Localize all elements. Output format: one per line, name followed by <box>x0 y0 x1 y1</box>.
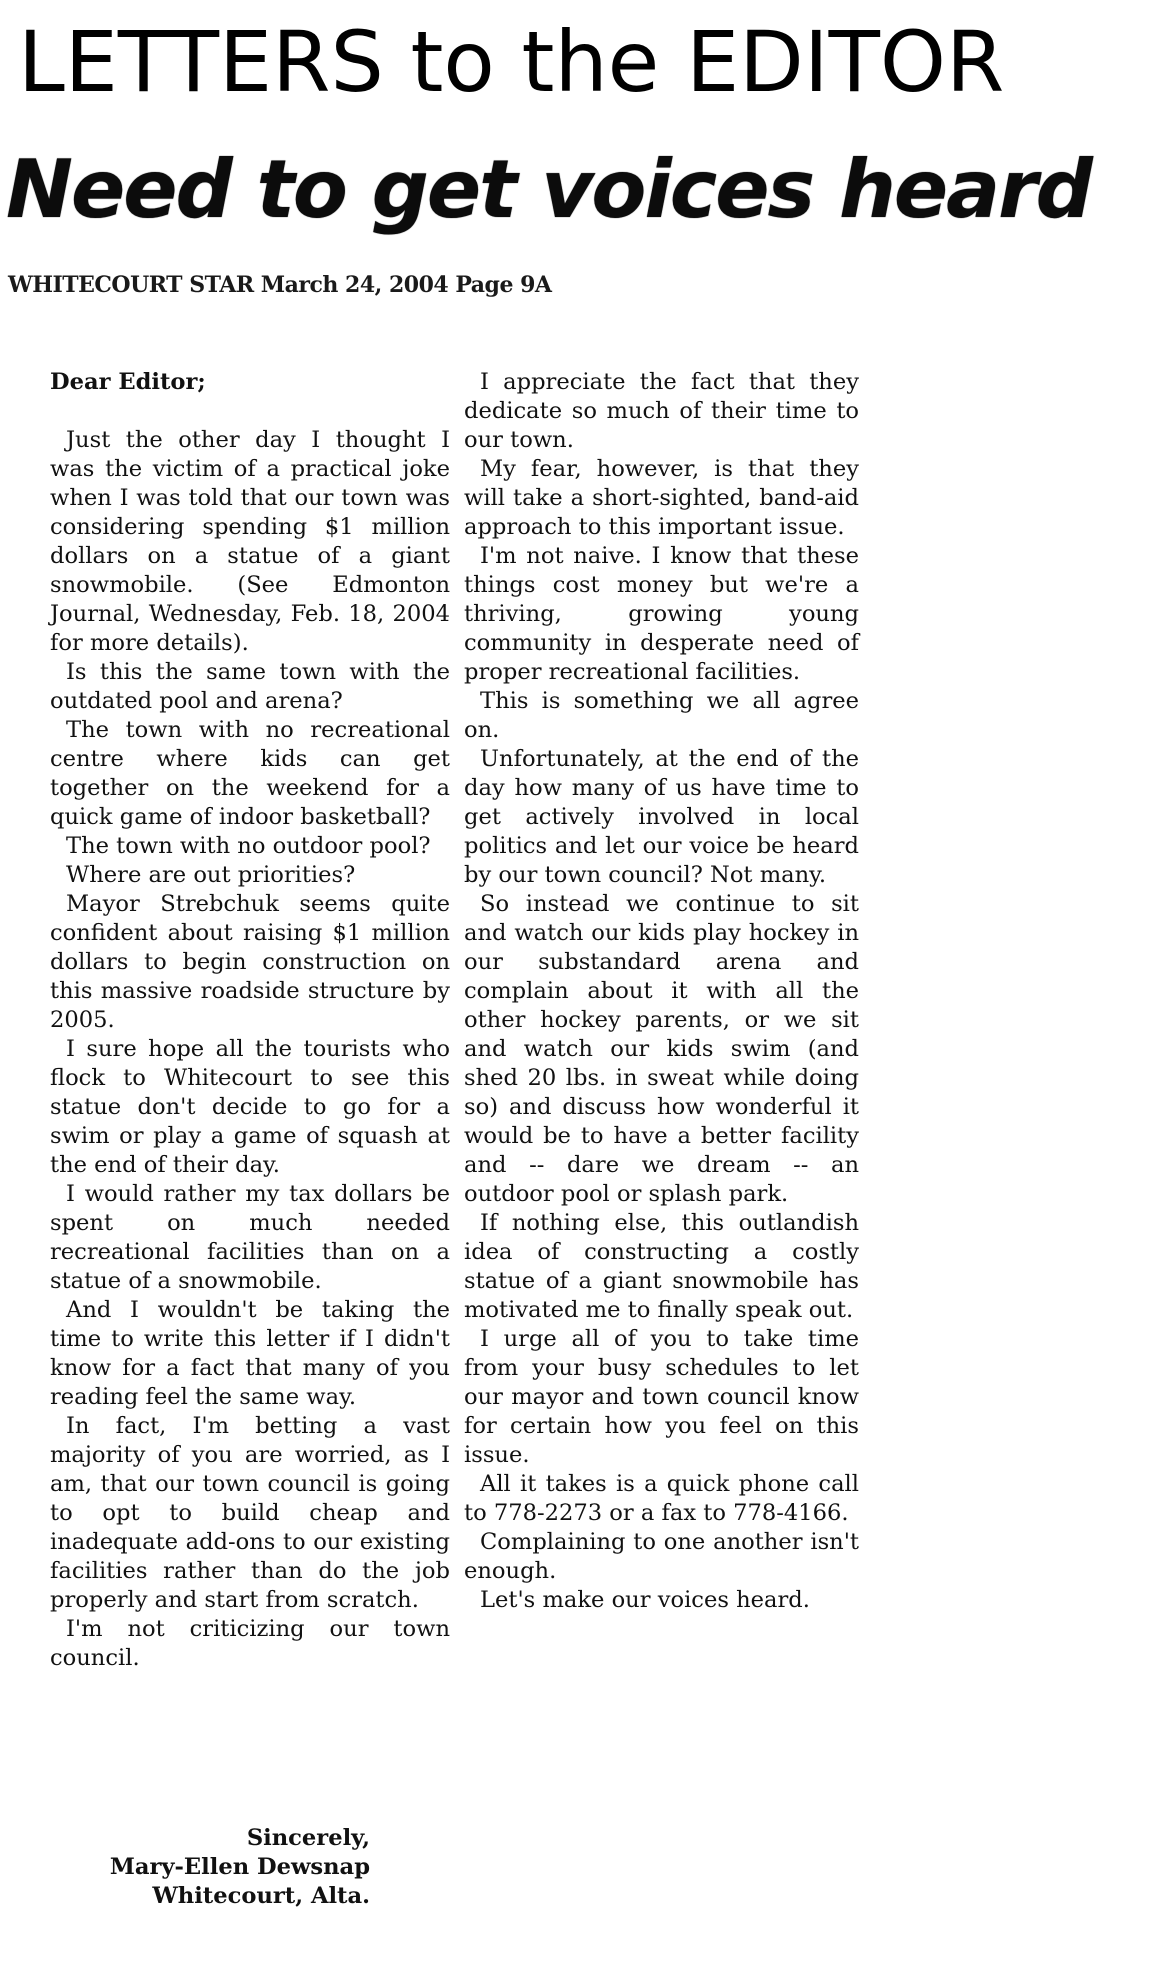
letter-paragraph: All it takes is a quick phone call to 778-2273 or a fax to 778-4166. <box>464 1471 859 1526</box>
letter-paragraph: Let's make our voices heard. <box>480 1587 810 1613</box>
signoff: Sincerely, <box>246 1825 370 1851</box>
letter-paragraph: Complaining to one another isn't enough. <box>464 1529 859 1584</box>
letter-column-2 <box>464 368 859 1615</box>
letter-paragraph: My fear, however, is that they will take a short-sighted, band-aid approach to this important issue. <box>464 456 859 540</box>
letter-paragraph: Where are out priorities? <box>66 862 356 888</box>
letter-paragraph: I'm not naive. I know that these things cost money but we're a thriving, growing young community in desperate need of proper recreational facilities. <box>464 543 859 685</box>
letter-paragraph: In fact, I'm betting a vast majority of you are worried, as I am, that our town council is going to opt to build cheap and inadequate add-ons to our existing facilities rather than do the job properly and start from scratch. <box>50 1413 450 1613</box>
letter-column-1 <box>50 368 450 1673</box>
article-headline: Need to get voices heard <box>6 143 1091 236</box>
page-banner-title: LETTERS to the EDITOR <box>18 13 1005 111</box>
article-dateline: WHITECOURT STAR March 24, 2004 Page 9A <box>8 272 552 298</box>
letter-paragraph: Is this the same town with the outdated pool and arena? <box>50 659 450 714</box>
letter-paragraph: If nothing else, this outlandish idea of constructing a costly statue of a giant snowmobile has motivated me to finally speak out. <box>464 1210 859 1323</box>
letter-paragraph: I sure hope all the tourists who flock to Whitecourt to see this statue don't decide to go for a swim or play a game of squash at the end of their day. <box>50 1036 450 1178</box>
author-location: Whitecourt, Alta. <box>152 1883 370 1909</box>
letter-paragraph: And I wouldn't be taking the time to write this letter if I didn't know for a fact that many of you reading feel the same way. <box>50 1297 450 1410</box>
letter-paragraph: I appreciate the fact that they dedicate so much of their time to our town. <box>464 369 859 453</box>
letter-paragraph: I urge all of you to take time from your busy schedules to let our mayor and town council know for certain how you feel on this issue. <box>464 1326 859 1468</box>
letter-paragraph: Just the other day I thought I was the victim of a practical joke when I was told that our town was considering spending $1 million dollars on a statue of a giant snowmobile. (See Edmonton Journal, Wednesday, Feb. 18, 2004 for more details). <box>50 427 450 656</box>
letter-paragraph: Unfortunately, at the end of the day how many of us have time to get actively involved in local politics and let our voice be heard by our town council? Not many. <box>464 746 859 888</box>
letter-paragraph: The town with no outdoor pool? <box>66 833 431 859</box>
letter-paragraph: I'm not criticizing our town council. <box>50 1616 450 1671</box>
letter-greeting: Dear Editor; <box>50 369 206 395</box>
letter-paragraph: So instead we continue to sit and watch our kids play hockey in our substandard arena and complain about it with all the other hockey parents, or we sit and watch our kids swim (and shed 20 lbs. in sweat while doing so) and discuss how wonderful it would be to have a better facility and -- dare we dream -- an outdoor pool or splash park. <box>464 891 859 1207</box>
letter-paragraph: I would rather my tax dollars be spent on much needed recreational facilities than on a statue of a snowmobile. <box>50 1181 450 1294</box>
letter-paragraph: This is something we all agree on. <box>464 688 859 743</box>
author-name: Mary-Ellen Dewsnap <box>109 1854 370 1880</box>
letter-signature <box>80 1824 370 1911</box>
letter-paragraph: The town with no recreational centre where kids can get together on the weekend for a quick game of indoor basketball? <box>50 717 450 830</box>
letter-paragraph: Mayor Strebchuk seems quite confident about raising $1 million dollars to begin construction on this massive roadside structure by 2005. <box>50 891 450 1033</box>
